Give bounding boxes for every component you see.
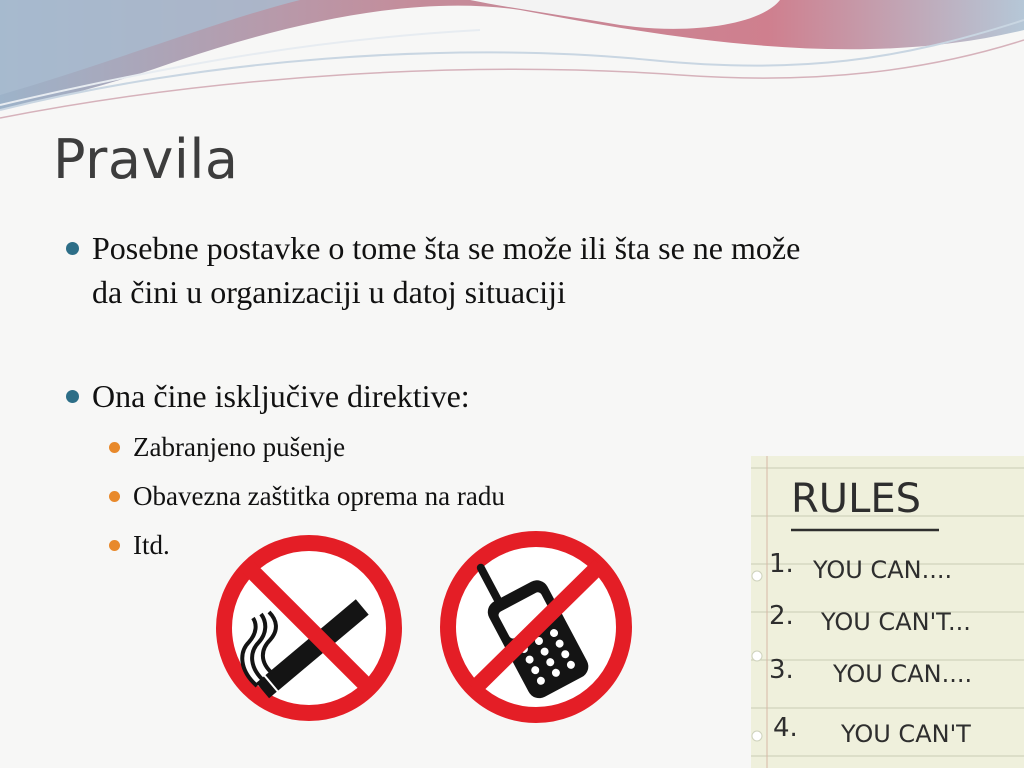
sub-bullet-item [133, 528, 170, 562]
sub-bullet-dot-icon [109, 491, 120, 502]
sub-bullet-item [133, 430, 345, 464]
sub-bullet-text: Obavezna zaštitka oprema na radu [133, 481, 505, 511]
no-mobile-phone-icon [438, 527, 634, 723]
header-wave-decoration [0, 0, 1024, 120]
rules-number: 4. [773, 713, 798, 743]
rules-note-image [751, 456, 1024, 768]
rules-item-text: YOU CAN'T [841, 720, 971, 748]
bullet-item-directives [92, 374, 470, 418]
rules-item-text: YOU CAN.... [833, 660, 973, 688]
rules-number: 1. [769, 549, 794, 579]
bullet-text-line: da čini u organizaciji u datoj situaciji [92, 274, 566, 310]
sub-bullet-item [133, 479, 505, 513]
sub-bullet-dot-icon [109, 540, 120, 551]
bullet-text: Ona čine isključive direktive: [92, 378, 470, 414]
rules-item-text: YOU CAN.... [813, 556, 953, 584]
sub-bullet-text: Zabranjeno pušenje [133, 432, 346, 462]
slide-title: Pravila [53, 128, 239, 191]
rules-heading: RULES [791, 476, 922, 522]
no-smoking-icon [215, 534, 403, 722]
bullet-text-line: Posebne postavke o tome šta se može ili šta se ne može [92, 230, 801, 266]
sub-bullet-dot-icon [109, 442, 120, 453]
rules-number: 3. [769, 655, 794, 685]
sub-bullet-text: Itd. [133, 530, 170, 560]
bullet-dot-icon [66, 242, 79, 255]
bullet-dot-icon [66, 390, 79, 403]
rules-item-text: YOU CAN'T... [821, 608, 971, 636]
bullet-item-definition [92, 226, 800, 314]
rules-number: 2. [769, 601, 794, 631]
